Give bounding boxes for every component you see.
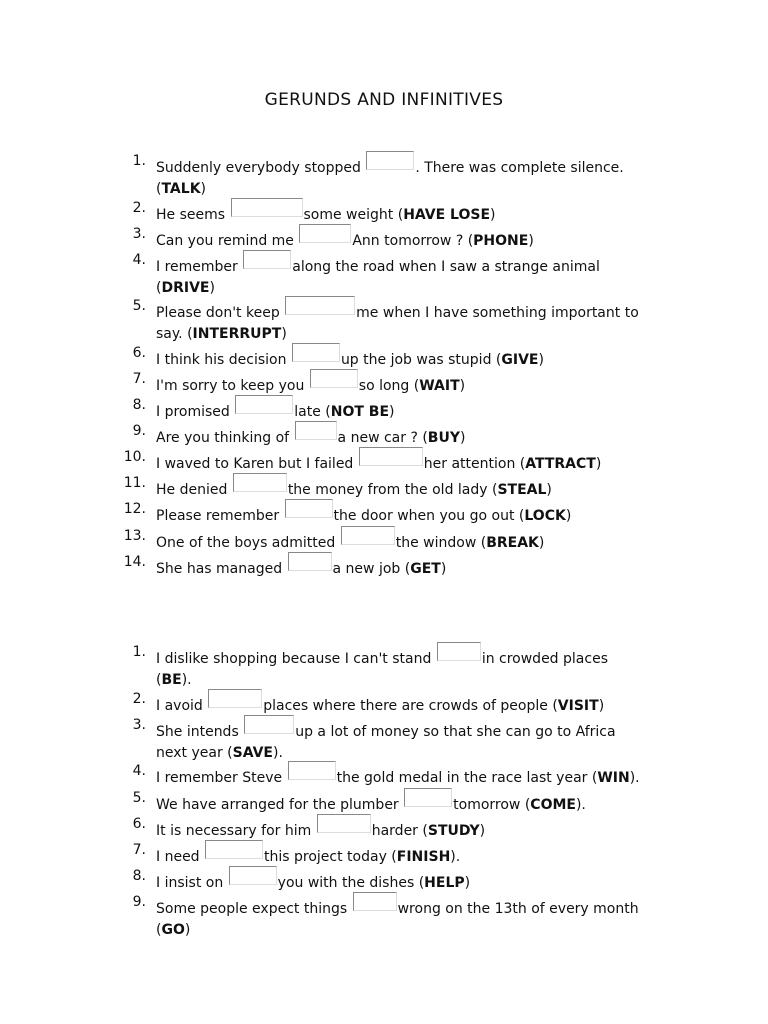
answer-box[interactable] xyxy=(235,395,293,414)
hint-suffix: ) xyxy=(598,698,605,714)
hint-suffix: ) xyxy=(528,233,534,249)
sentence-end: wrong on the 13th of every month xyxy=(397,901,639,917)
hint-prefix: ( xyxy=(156,922,162,938)
verb-hint: GET xyxy=(410,561,441,577)
verb-hint: DRIVE xyxy=(161,280,210,296)
verb-hint: GIVE xyxy=(501,352,539,368)
verb-hint: ATTRACT xyxy=(525,456,596,472)
sentence-start: Please don't keep xyxy=(156,305,285,321)
answer-box[interactable] xyxy=(233,473,287,492)
item-sentence xyxy=(156,866,656,894)
exercise-item xyxy=(0,642,768,691)
verb-hint: BREAK xyxy=(486,535,539,551)
exercise-item xyxy=(0,473,768,501)
verb-hint: LOCK xyxy=(524,508,566,524)
answer-box[interactable] xyxy=(244,715,294,734)
hint-suffix: ) xyxy=(184,922,191,938)
exercise-item xyxy=(0,224,768,252)
sentence-start: Some people expect things xyxy=(156,901,352,917)
item-sentence xyxy=(156,395,656,423)
sentence-start: I avoid xyxy=(156,698,208,714)
sentence-end: the money from the old lady ( xyxy=(287,482,498,498)
sentence-start: I promised xyxy=(156,404,235,420)
answer-box[interactable] xyxy=(437,642,481,661)
verb-hint: NOT BE xyxy=(330,404,390,420)
hint-suffix: ) xyxy=(209,280,215,296)
sentence-start: I think his decision xyxy=(156,352,291,368)
hint-suffix: ) xyxy=(538,352,544,368)
item-sentence xyxy=(156,814,656,842)
hint-suffix: ) xyxy=(459,430,466,446)
answer-box[interactable] xyxy=(288,761,336,780)
sentence-start: I waved to Karen but I failed xyxy=(156,456,358,472)
item-sentence xyxy=(156,198,656,226)
sentence-start: Suddenly everybody stopped xyxy=(156,160,366,176)
exercise-item xyxy=(0,526,768,554)
hint-suffix: ) xyxy=(565,508,572,524)
exercise-item xyxy=(0,250,768,299)
sentence-end: Ann tomorrow ? ( xyxy=(352,233,474,249)
hint-suffix: ) xyxy=(546,482,552,498)
hint-prefix: ( xyxy=(156,181,162,197)
item-sentence xyxy=(156,224,656,252)
sentence-end: some weight ( xyxy=(303,207,404,223)
item-sentence xyxy=(156,421,656,449)
exercise-item xyxy=(0,296,768,345)
answer-box[interactable] xyxy=(353,892,397,911)
exercise-item xyxy=(0,343,768,371)
exercise-item xyxy=(0,788,768,816)
verb-hint: GO xyxy=(161,922,185,938)
hint-suffix: ) xyxy=(440,561,447,577)
exercise-item xyxy=(0,814,768,842)
hint-suffix: ) xyxy=(200,181,207,197)
verb-hint: COME xyxy=(530,797,576,813)
item-number: 2. xyxy=(132,691,146,707)
verb-hint: STUDY xyxy=(427,823,480,839)
sentence-start: We have arranged for the plumber xyxy=(156,797,404,813)
item-number: 7. xyxy=(132,842,146,858)
answer-box[interactable] xyxy=(404,788,452,807)
verb-hint: WIN xyxy=(597,770,630,786)
exercise-item xyxy=(0,892,768,941)
exercise-item xyxy=(0,198,768,226)
exercise-item xyxy=(0,421,768,449)
item-number: 9. xyxy=(132,894,146,910)
exercise-item xyxy=(0,689,768,717)
sentence-start: I remember xyxy=(156,259,243,275)
item-sentence xyxy=(156,642,656,691)
item-sentence xyxy=(156,499,656,527)
answer-box[interactable] xyxy=(285,499,333,518)
answer-box[interactable] xyxy=(208,689,262,708)
exercise-item xyxy=(0,715,768,764)
item-sentence xyxy=(156,552,656,580)
item-number: 7. xyxy=(132,371,146,387)
sentence-start: It is necessary for him xyxy=(156,823,316,839)
answer-box[interactable] xyxy=(231,198,303,217)
hint-prefix: next year ( xyxy=(156,745,233,761)
hint-suffix: ) xyxy=(490,207,496,223)
item-number: 6. xyxy=(132,345,146,361)
sentence-end: . There was complete silence. xyxy=(415,160,624,176)
item-number: 13. xyxy=(123,528,146,544)
answer-box[interactable] xyxy=(229,866,277,885)
item-sentence xyxy=(156,473,656,501)
item-number: 14. xyxy=(123,554,146,570)
sentence-start: He denied xyxy=(156,482,232,498)
exercise-item xyxy=(0,395,768,423)
item-number: 5. xyxy=(132,298,146,314)
item-number: 4. xyxy=(132,763,146,779)
answer-box[interactable] xyxy=(205,840,263,859)
sentence-end: up a lot of money so that she can go to Africa xyxy=(295,724,616,740)
item-sentence xyxy=(156,250,656,299)
item-number: 11. xyxy=(123,475,146,491)
item-number: 1. xyxy=(132,644,146,660)
sentence-end: places where there are crowds of people ( xyxy=(263,698,558,714)
sentence-start: I dislike shopping because I can't stand xyxy=(156,651,436,667)
sentence-end: in crowded places xyxy=(481,651,608,667)
answer-box[interactable] xyxy=(341,526,395,545)
item-number: 9. xyxy=(132,423,146,439)
verb-hint: HAVE LOSE xyxy=(403,207,491,223)
verb-hint: SAVE xyxy=(232,745,273,761)
sentence-end: the door when you go out ( xyxy=(333,508,525,524)
hint-suffix: ). xyxy=(629,770,640,786)
item-sentence xyxy=(156,151,656,200)
hint-suffix: ) xyxy=(281,326,287,342)
answer-box[interactable] xyxy=(285,296,355,315)
exercise-item xyxy=(0,866,768,894)
verb-hint: BUY xyxy=(427,430,460,446)
verb-hint: STEAL xyxy=(497,482,547,498)
hint-prefix: ( xyxy=(156,280,162,296)
sentence-start: I insist on xyxy=(156,875,228,891)
item-number: 6. xyxy=(132,816,146,832)
item-number: 4. xyxy=(132,252,146,268)
sentence-end: me when I have something important to xyxy=(356,305,639,321)
sentence-start: She has managed xyxy=(156,561,287,577)
sentence-end: her attention ( xyxy=(423,456,526,472)
item-sentence xyxy=(156,761,656,789)
hint-suffix: ). xyxy=(273,745,283,761)
hint-suffix: ). xyxy=(450,849,461,865)
sentence-start: He seems xyxy=(156,207,230,223)
item-number: 10. xyxy=(123,449,146,465)
answer-box[interactable] xyxy=(292,343,340,362)
hint-prefix: ( xyxy=(156,672,162,688)
item-sentence xyxy=(156,892,656,941)
hint-suffix: ) xyxy=(538,535,545,551)
verb-hint: WAIT xyxy=(419,378,460,394)
exercise-item xyxy=(0,552,768,580)
sentence-start: I need xyxy=(156,849,205,865)
item-number: 8. xyxy=(132,868,146,884)
item-sentence xyxy=(156,296,656,345)
verb-hint: INTERRUPT xyxy=(192,326,282,342)
item-number: 8. xyxy=(132,397,146,413)
sentence-start: Can you remind me xyxy=(156,233,299,249)
sentence-end: tomorrow ( xyxy=(453,797,531,813)
item-sentence xyxy=(156,343,656,371)
item-sentence xyxy=(156,447,656,475)
sentence-start: Are you thinking of xyxy=(156,430,294,446)
item-sentence xyxy=(156,526,656,554)
item-number: 3. xyxy=(132,717,146,733)
item-sentence xyxy=(156,840,656,868)
sentence-end: a new job ( xyxy=(332,561,411,577)
answer-box[interactable] xyxy=(359,447,423,466)
item-number: 1. xyxy=(132,153,146,169)
sentence-start: Please remember xyxy=(156,508,284,524)
verb-hint: HELP xyxy=(424,875,465,891)
hint-suffix: ). xyxy=(181,672,192,688)
exercise-item xyxy=(0,151,768,200)
answer-box[interactable] xyxy=(366,151,414,170)
sentence-end: up the job was stupid ( xyxy=(340,352,502,368)
sentence-end: the window ( xyxy=(395,535,487,551)
verb-hint: BE xyxy=(161,672,182,688)
answer-box[interactable] xyxy=(295,421,337,440)
exercise-item xyxy=(0,447,768,475)
verb-hint: PHONE xyxy=(473,233,529,249)
exercise-item xyxy=(0,840,768,868)
sentence-end: along the road when I saw a strange animal xyxy=(292,259,600,275)
item-sentence xyxy=(156,715,656,764)
sentence-start: She intends xyxy=(156,724,244,740)
item-sentence xyxy=(156,369,656,397)
hint-suffix: ) xyxy=(595,456,602,472)
item-number: 12. xyxy=(123,501,146,517)
exercise-item xyxy=(0,369,768,397)
answer-box[interactable] xyxy=(288,552,332,571)
item-sentence xyxy=(156,788,656,816)
answer-box[interactable] xyxy=(299,224,351,243)
verb-hint: FINISH xyxy=(396,849,451,865)
hint-suffix: ) xyxy=(459,378,466,394)
hint-suffix: ) xyxy=(479,823,486,839)
exercise-item xyxy=(0,499,768,527)
sentence-end: harder ( xyxy=(371,823,428,839)
hint-suffix: ). xyxy=(575,797,586,813)
sentence-end: you with the dishes ( xyxy=(277,875,425,891)
sentence-start: I'm sorry to keep you xyxy=(156,378,309,394)
hint-prefix: say. ( xyxy=(156,326,193,342)
hint-suffix: ) xyxy=(389,404,395,420)
sentence-end: so long ( xyxy=(358,378,420,394)
answer-box[interactable] xyxy=(243,250,291,269)
verb-hint: VISIT xyxy=(557,698,599,714)
sentence-end: a new car ? ( xyxy=(337,430,428,446)
sentence-start: I remember Steve xyxy=(156,770,287,786)
sentence-end: the gold medal in the race last year ( xyxy=(336,770,598,786)
answer-box[interactable] xyxy=(310,369,358,388)
hint-suffix: ) xyxy=(464,875,471,891)
item-number: 5. xyxy=(132,790,146,806)
item-number: 3. xyxy=(132,226,146,242)
exercise-item xyxy=(0,761,768,789)
answer-box[interactable] xyxy=(317,814,371,833)
sentence-end: this project today ( xyxy=(264,849,397,865)
item-sentence xyxy=(156,689,656,717)
page-title: GERUNDS AND INFINITIVES xyxy=(264,90,504,110)
item-number: 2. xyxy=(132,200,146,216)
verb-hint: TALK xyxy=(161,181,201,197)
sentence-end: late ( xyxy=(294,404,331,420)
sentence-start: One of the boys admitted xyxy=(156,535,340,551)
